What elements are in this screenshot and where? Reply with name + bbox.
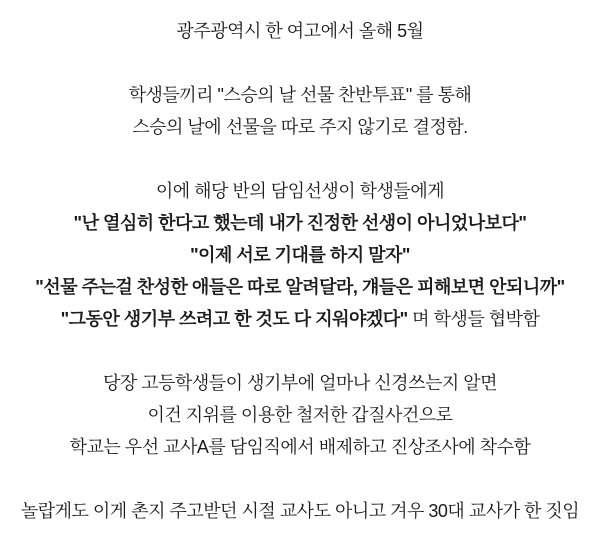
text-line (0, 79, 600, 111)
narration-text: 학교는 우선 교사A를 담임직에서 배제하고 진상조사에 착수함 (69, 437, 531, 457)
paragraph (0, 367, 600, 463)
paragraph (0, 495, 600, 527)
narration-text: 이건 지위를 이용한 철저한 갑질사건으로 (147, 405, 453, 425)
quote-text: "그동안 생기부 쓰려고 한 것도 다 지워야겠다" (60, 309, 408, 329)
text-line (0, 111, 600, 143)
text-line (0, 495, 600, 527)
narration-text: 당장 고등학생들이 생기부에 얼마나 신경쓰는지 알면 (102, 373, 498, 393)
quote-text: "난 열심히 한다고 했는데 내가 진정한 선생이 아니었나보다" (73, 213, 527, 233)
narration-text: 놀랍게도 이게 촌지 주고받던 시절 교사도 아니고 겨우 30대 교사가 한 짓임 (20, 501, 580, 521)
text-line (0, 175, 600, 207)
text-line (0, 239, 600, 271)
paragraph (0, 15, 600, 47)
narration-text: 학생들끼리 "스승의 날 선물 찬반투표" 를 통해 (128, 85, 472, 105)
narration-text: 이에 해당 반의 담임선생이 학생들에게 (155, 181, 445, 201)
text-line (0, 303, 600, 335)
text-line (0, 399, 600, 431)
text-line (0, 431, 600, 463)
quote-text: "이제 서로 기대를 하지 말자" (190, 245, 410, 265)
text-line (0, 271, 600, 303)
text-line (0, 367, 600, 399)
text-line (0, 207, 600, 239)
text-line (0, 15, 600, 47)
paragraph (0, 79, 600, 143)
narration-text: 며 학생들 협박함 (407, 309, 540, 329)
narration-text: 스승의 날에 선물을 따로 주지 않기로 결정함. (132, 117, 468, 137)
paragraph (0, 175, 600, 335)
narration-text: 광주광역시 한 여고에서 올해 5월 (176, 21, 424, 41)
quote-text: "선물 주는걸 찬성한 애들은 따로 알려달라, 걔들은 피해보면 안되니까" (35, 277, 565, 297)
